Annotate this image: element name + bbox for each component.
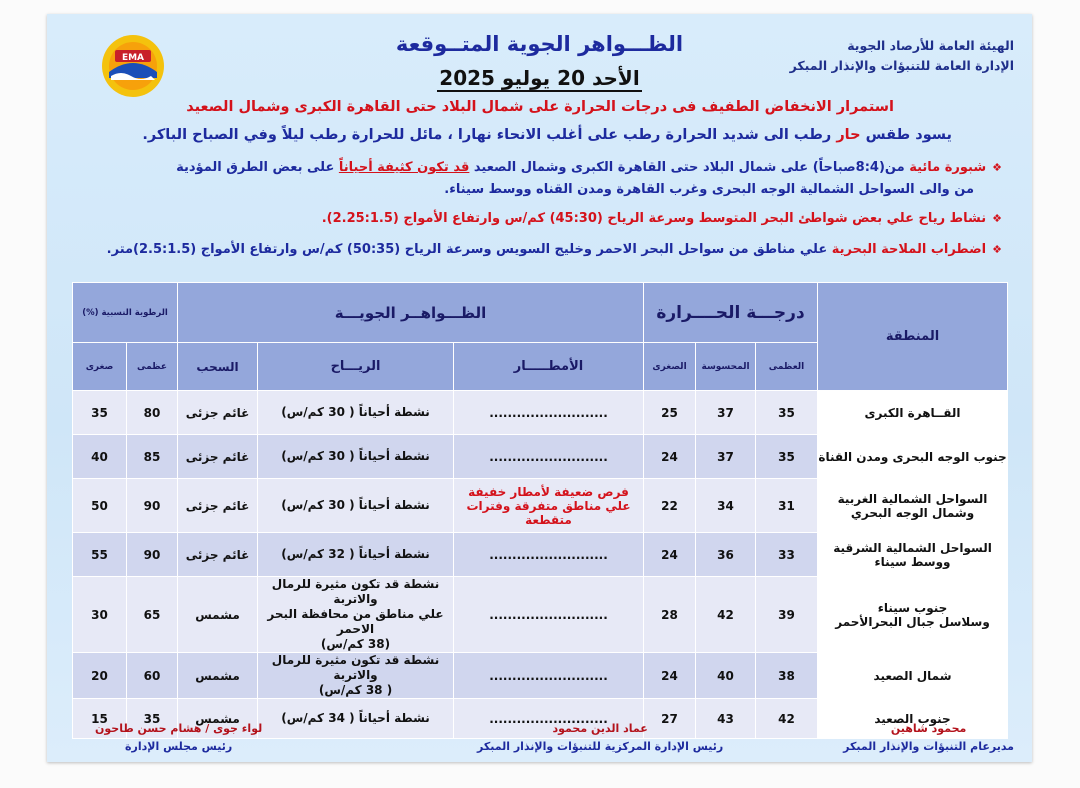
table-cell-feels-like: 37 (696, 391, 756, 435)
table-cell-humidity-min: 55 (73, 533, 127, 577)
table-cell-wind: نشطة أحياناً ( 30 كم/س) (258, 435, 454, 479)
table-cell-humidity-min: 35 (73, 391, 127, 435)
table-cell-wind: نشطة أحياناً ( 32 كم/س) (258, 533, 454, 577)
table-cell-min: 27 (644, 699, 696, 739)
forecast-sheet (47, 14, 1032, 762)
table-cell-max: 31 (756, 479, 818, 533)
table-cell-clouds: غائم جزئى (178, 391, 258, 435)
table-cell-min: 25 (644, 391, 696, 435)
table-cell-humidity-max: 90 (127, 479, 178, 533)
table-cell-feels-like: 42 (696, 577, 756, 653)
bullet-diamond-icon: ❖ (992, 212, 1002, 225)
svg-text:EMA: EMA (121, 53, 145, 63)
table-cell-humidity-max: 90 (127, 533, 178, 577)
header-humidity: الرطوبة النسبية (%) (73, 283, 178, 343)
bullet-fog: ❖شبورة مائية من(8:4صباحاً) على شمال البلاد حتى القاهرة الكبرى وشمال الصعيد قد تكون كثيفة أحياناً على بعض الطرق المؤدية (176, 160, 1002, 175)
page-title: الظـــواهر الجوية المتــوقعة (395, 32, 684, 56)
header-phenomena: الظـــواهــر الجويـــة (178, 283, 644, 343)
header-region: المنطقة (818, 283, 1008, 391)
table-cell-humidity-min: 30 (73, 577, 127, 653)
table-cell-humidity-max: 35 (127, 699, 178, 739)
table-cell-humidity-max: 65 (127, 577, 178, 653)
summary-line-1: استمرار الانخفاض الطفيف فى درجات الحرارة على شمال البلاد حتى القاهرة الكبرى وشمال الصعيد (186, 99, 894, 115)
bullet-wind: ❖نشاط رياح علي بعض شواطئ البحر المتوسط وسرعة الرياح (45:30) كم/س وارتفاع الأمواج (2.25:1.5). (321, 211, 1002, 226)
table-cell-max: 38 (756, 653, 818, 699)
table-cell-min: 22 (644, 479, 696, 533)
table-cell-humidity-min: 15 (73, 699, 127, 739)
table-cell-humidity-max: 85 (127, 435, 178, 479)
table-cell-rain: .......................... (454, 699, 644, 739)
table-cell-max: 33 (756, 533, 818, 577)
table-cell-clouds: مشمس (178, 699, 258, 739)
header-humidity-max: عظمى (127, 343, 178, 391)
table-cell-feels-like: 40 (696, 653, 756, 699)
table-row (73, 653, 1008, 699)
table-cell-humidity-max: 60 (127, 653, 178, 699)
table-cell-wind: نشطة أحياناً ( 34 كم/س) (258, 699, 454, 739)
table-cell-max: 42 (756, 699, 818, 739)
table-cell-wind: نشطة أحياناً ( 30 كم/س) (258, 391, 454, 435)
header-wind: الريـــاح (258, 343, 454, 391)
table-cell-humidity-min: 50 (73, 479, 127, 533)
table-cell-wind: نشطة قد تكون مثيرة للرمال والاتربة ( 38 كم/س) (258, 653, 454, 699)
table-cell-rain: .......................... (454, 391, 644, 435)
table-row (73, 479, 1008, 533)
table-cell-wind: نشطة قد تكون مثيرة للرمال والاتربة علي مناطق من محافظة البحر الاحمر (38 كم/س) (258, 577, 454, 653)
bullet-marine: ❖اضطراب الملاحة البحرية علي مناطق من سواحل البحر الاحمر وخليج السويس وسرعة الرياح (50:35) كم/س وارتفاع الأمواج (2.5:1.5)متر. (106, 242, 1002, 257)
header-temperature: درجـــة الحــــرارة (644, 283, 818, 343)
table-row (73, 533, 1008, 577)
table-cell-wind: نشطة أحياناً ( 30 كم/س) (258, 479, 454, 533)
table-cell-clouds: مشمس (178, 577, 258, 653)
table-cell-region: السواحل الشمالية الشرقية ووسط سيناء (818, 533, 1008, 577)
table-cell-clouds: غائم جزئى (178, 435, 258, 479)
table-cell-region: جنوب سيناء وسلاسل جبال البحرالأحمر (818, 577, 1008, 653)
table-cell-region: جنوب الوجه البحرى ومدن القناة (818, 435, 1008, 479)
header-feels-like: المحسوسة (696, 343, 756, 391)
table-cell-feels-like: 34 (696, 479, 756, 533)
table-cell-region: القــاهرة الكبرى (818, 391, 1008, 435)
table-cell-rain: .......................... (454, 653, 644, 699)
table-cell-region: شمال الصعيد (818, 653, 1008, 699)
header-clouds: السحب (178, 343, 258, 391)
table-cell-min: 24 (644, 653, 696, 699)
summary-line-2: يسود طقس حار رطب الى شديد الحرارة رطب على أغلب الانحاء نهارا ، مائل للحرارة رطب ليلاً وفي الصباح الباكر. (142, 127, 952, 143)
table-cell-min: 24 (644, 533, 696, 577)
table-cell-feels-like: 37 (696, 435, 756, 479)
table-cell-min: 24 (644, 435, 696, 479)
table-cell-humidity-min: 40 (73, 435, 127, 479)
table-cell-region: السواحل الشمالية الغربية وشمال الوجه البحري (818, 479, 1008, 533)
signature-chairman: لواء جوى / هشام حسن طاحون رئيس مجلس الإدارة (95, 722, 263, 753)
table-cell-max: 35 (756, 391, 818, 435)
table-cell-rain: .......................... (454, 435, 644, 479)
table-row (73, 391, 1008, 435)
table-cell-min: 28 (644, 577, 696, 653)
header-min: الصغرى (644, 343, 696, 391)
table-cell-max: 35 (756, 435, 818, 479)
bullet-fog-line-2: من والى السواحل الشمالية الوجه البحرى وغرب القاهرة ومدن القناه ووسط سيناء. (444, 182, 974, 197)
table-row (73, 577, 1008, 653)
header-rain: الأمطـــــار (454, 343, 644, 391)
bullet-diamond-icon: ❖ (992, 161, 1002, 174)
table-cell-clouds: غائم جزئى (178, 479, 258, 533)
table-cell-feels-like: 43 (696, 699, 756, 739)
table-row (73, 435, 1008, 479)
signature-forecast-director: محمود شاهين مديرعام التنبؤات والإنذار المبكر (843, 722, 1014, 753)
org-name: الهيئة العامة للأرصاد الجوية (847, 38, 1014, 53)
table-cell-clouds: غائم جزئى (178, 533, 258, 577)
table-cell-rain: .......................... (454, 533, 644, 577)
table-cell-clouds: مشمس (178, 653, 258, 699)
table-cell-humidity-max: 80 (127, 391, 178, 435)
table-cell-feels-like: 36 (696, 533, 756, 577)
table-cell-max: 39 (756, 577, 818, 653)
table-cell-rain: فرص ضعيفة لأمطار خفيفة علي مناطق متفرقة وفترات متقطعة (454, 479, 644, 533)
header-max: العظمى (756, 343, 818, 391)
org-department: الإدارة العامة للتنبؤات والإنذار المبكر (789, 58, 1014, 73)
header-humidity-min: صغرى (73, 343, 127, 391)
forecast-table (72, 282, 1008, 739)
table-cell-region: جنوب الصعيد (818, 699, 1008, 739)
table-cell-rain: .......................... (454, 577, 644, 653)
bullet-diamond-icon: ❖ (992, 243, 1002, 256)
forecast-date: الأحد 20 يوليو 2025 (439, 66, 640, 90)
table-cell-humidity-min: 20 (73, 653, 127, 699)
signature-central-director: عماد الدين محمود رئيس الإدارة المركزية للتنبؤات والإنذار المبكر (477, 722, 724, 753)
